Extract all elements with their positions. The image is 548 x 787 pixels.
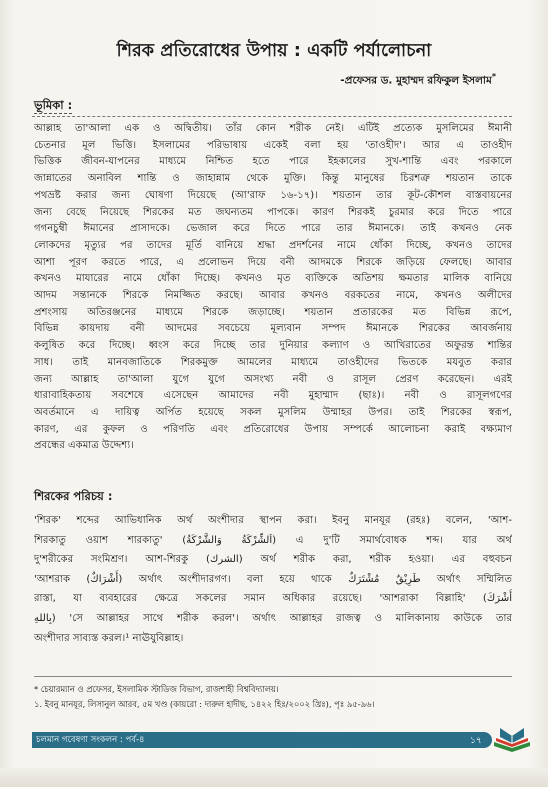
paragraph-line: 'আশরাক (أَشْرَاكٌ) অর্থাৎ অংশীদারগণ। বলা হয়ে থাকে طَرِيْقٌ مُشْتَرَكٌ অর্থাৎ সম্মিলিত [34, 573, 512, 585]
paragraph-line: আল্লাহ তা'আলা এক ও অদ্বিতীয়। তাঁর কোন শরীক নেই। এটিই প্রত্যেক মুসলিমের ঈমানী [34, 123, 512, 134]
article-title: শিরক প্রতিরোধের উপায় : একটি পর্যালোচনা [116, 41, 432, 61]
paragraph-line: শিরকাতু ওয়াশ শারকাতু' (اَلشِّرْكَةُ وَالشَّرْكَةُ) এ দু'টি সমার্থবোধক শব্দ। যার অর্থ [34, 534, 512, 546]
paragraph-line: জন্য বেছে নিয়েছে শিরকের মত জঘন্যতম পাপকে। কারণ শিরকই চুরমার করে দিতে পারে [34, 206, 512, 218]
paragraph-line: জান্নাতের অনাবিল শান্তি ও জাহান্নাম থেকে মুক্তি। কিন্তু মানুষের চিরশত্রু শয়তান তাকে [34, 173, 512, 185]
footnote-author: * চেয়ারম্যান ও প্রফেসর, ইসলামিক স্টাডিজ বিভাগ, রাজশাহী বিশ্ববিদ্যালয়। [34, 684, 279, 694]
paragraph-line: আদম সন্তানকে শিরকে নিমজ্জিত করছে। আবার কখনও বরকতের নামে, কখনও অলীদের [34, 290, 512, 302]
paragraph-line: রাস্তা, যা ব্যবহারের ক্ষেত্রে সকলের সমান অধিকার রয়েছে। 'আশরাকা বিল্লাহি' (أَشْرَكَ [34, 593, 512, 605]
paragraph-line: প্রবন্ধের একমাত্র উদ্দেশ্য। [34, 440, 134, 452]
paragraph-line: লোকদের মৃত্যুর পর তাদের মূর্তি বানিয়ে শ্রদ্ধা প্রদর্শনের নামে ধোঁকা দিচ্ছে, কখনও তাদের [34, 239, 512, 251]
paragraph-line: পথভ্রষ্ট করার জন্য ঘোষণা দিয়েছে (আ'রাফ ১৬-১৭)। শয়তান তার কূট-কৌশল বাস্তবায়নের [34, 189, 512, 201]
book-logo-icon [490, 718, 534, 758]
paragraph-line: কলুষিত করে দিচ্ছে। ধ্বংস করে দিচ্ছে তার দুনিয়ার কল্যাণ ও আখিরাতের অফুরন্ত শান্তির [34, 340, 512, 352]
paragraph-line: বিভিন্ন কায়দায় বনী আদমের সবচেয়ে মূল্যবান সম্পদ ঈমানকে শিরকের আবর্জনায় [34, 323, 512, 335]
definition-paragraph [34, 511, 512, 648]
paragraph-line: গগনচুম্বী ঈমানের প্রাসাদকে। ভেজাল করে দিতে পারে তার ঈমানকে। তাই কখনও নেক [34, 223, 512, 235]
paragraph-line: কারণ, এর কুফল ও পরিণতি এবং প্রতিরোধের উপায় সম্পর্কে আলোচনা করাই বক্ষ্যমাণ [34, 423, 512, 435]
author-footnote-mark: * [491, 72, 496, 81]
page-number: ১৭ [470, 736, 482, 746]
paragraph-line: আশা পূরণ করতে পারে, এ প্রলোভন দিয়ে বনী আদমকে শিরকে জড়িয়ে ফেলছে। আবার [34, 256, 512, 268]
paragraph-line: চেতনার মূল ভিত্তি। ইসলামের পরিভাষায় একেই বলা হয় 'তাওহীদ'। আর এ তাওহীদ [34, 139, 512, 151]
intro-paragraph [34, 121, 512, 455]
paragraph-line: কখনও মাযারের নামে ধোঁকা দিচ্ছে। কখনও মৃত ব্যক্তিকে অতিশয় ক্ষমতার মালিক বানিয়ে [34, 273, 512, 285]
paragraph-line: অংশীদার সাব্যস্ত করল।¹ নাঊযুবিল্লাহ। [34, 632, 184, 644]
footnotes [34, 682, 512, 712]
intro-divider [32, 116, 512, 117]
paragraph-line: ভিত্তিক জীবন-যাপনের মাধ্যমে নিশ্চিত হতে পারে ইহকালের সুখ-শান্তি এবং পরকালে [34, 156, 512, 168]
intro-heading [34, 97, 72, 116]
article-author [340, 72, 496, 91]
paragraph-line: بِاللهِ) 'সে আল্লাহর সাথে শরীক করল'। অর্থাৎ আল্লাহর রাজত্ব ও মালিকানায় কাউকে তার [34, 612, 512, 624]
paragraph-line: জন্য আল্লাহ তা'আলা যুগে যুগে অসংখ্য নবী ও রাসূল প্রেরণ করেছেন। এরই [34, 373, 512, 385]
paragraph-line: প্রশংসায় অতিরঞ্জনের মাধ্যমে শিরকে জড়াচ্ছে। শয়তান প্রতারকের মত বিভিন্ন রূপে, [34, 306, 512, 318]
footnote-reference: ১. ইবনু মানযূর, লিসানুল আরব, ৫ম খণ্ড (কায়রো : দারুল হাদীছ, ১৪২২ হিঃ/২০০২ খ্রিঃ), পৃঃ ৯৫-৯৬। [34, 699, 375, 709]
definition-heading-text: শিরকের পরিচয় : [34, 489, 113, 503]
paragraph-line: অবর্তমানে এ দায়িত্ব অর্পিত হয়েছে সকল মুসলিম উম্মাহর উপর। তাই শিরকের স্বরূপ, [34, 406, 512, 418]
page-bottom-edge [0, 768, 548, 787]
paragraph-line: ধারাবাহিকতায় সবশেষে এসেছেন আমাদের নবী মুহাম্মাদ (ছাঃ)। নবী ও রাসূলগণের [34, 390, 512, 402]
intro-heading-text: ভূমিকা : [34, 98, 73, 112]
paragraph-line: 'শিরক' শব্দের আভিধানিক অর্থ অংশীদার স্থাপন করা। ইবনু মানযূর (রহঃ) বলেন, 'আশ- [34, 515, 512, 526]
author-name: -প্রফেসর ড. মুহাম্মদ রফিকুল ইসলাম [340, 74, 492, 87]
paragraph-line: সাধ। তাই মানবজাতিকে শিরকমুক্ত আমলের মাধ্যমে তাওহীদের ভিতকে মযবুত করার [34, 356, 512, 368]
definition-heading [34, 488, 112, 507]
journal-name: চলমান গবেষণা সংকলন : পর্ব-৪ [36, 735, 145, 745]
footnote-divider [34, 676, 512, 677]
paragraph-line: দু'শরীকের সংমিশ্রণ। আশ-শিরকু (الشرك) অর্থ শরীক করা, শরীক হওয়া। এর বহুবচন [34, 554, 512, 566]
